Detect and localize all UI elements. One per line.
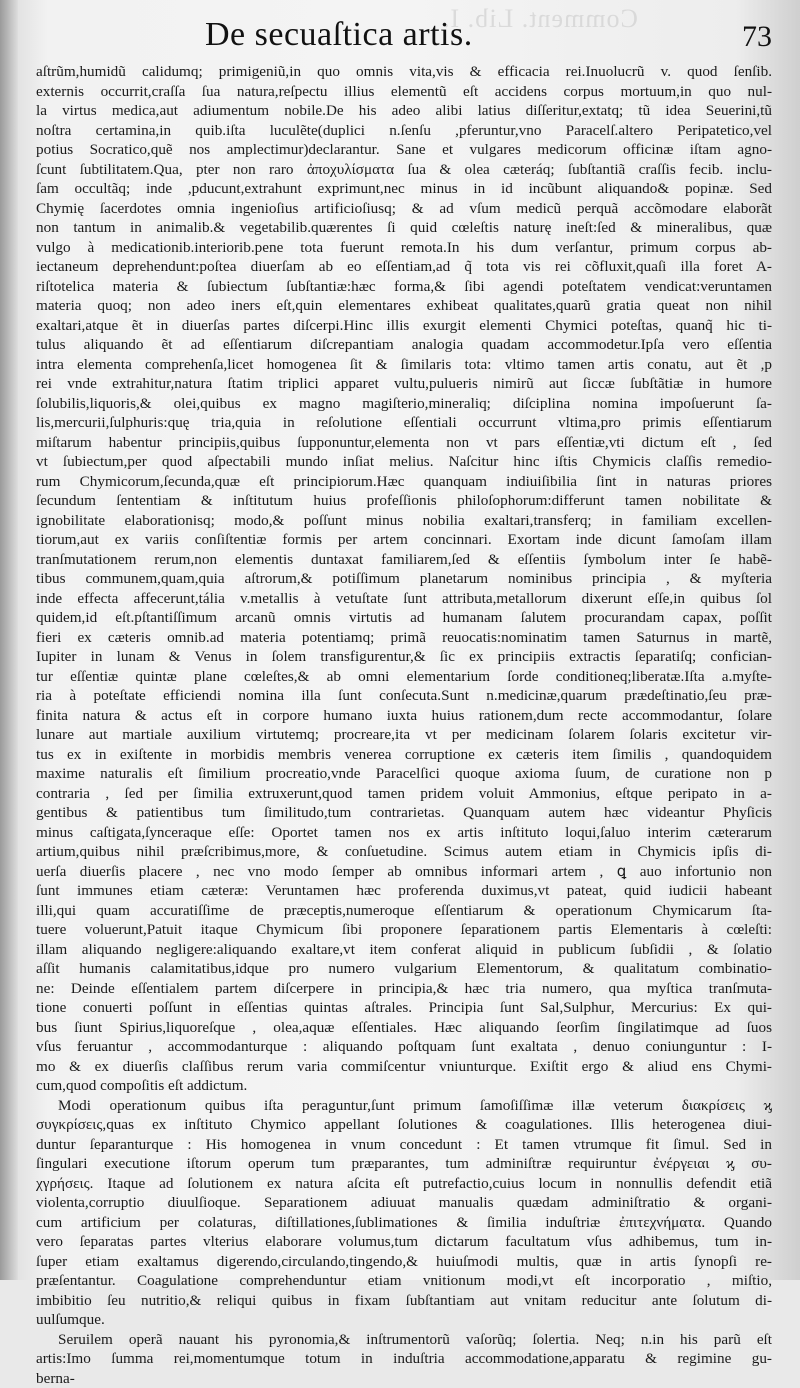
text-line: imbibitio ſeu nutritio,& reliqui quibus in fixam ſubſtantiam aut vnitam reducitur ante ſolutum di- xyxy=(36,1291,772,1311)
text-line: riſtotelica materia & ſubiectum ſubſtantiæ:hæc forma,& ſibi agendi poteſtatem vendicat:veruntamen xyxy=(36,277,772,297)
text-line: finita natura & actus eſt in corpore humano iuxta huius rationem,dum recte accommodantur, ſolare xyxy=(36,706,772,726)
text-line: cum,quod compoſitis eſt addictum. xyxy=(36,1076,772,1096)
text-line: Chymię ſacerdotes omnia ingenioſius artificioſiusq; & ad vſum medicũ perquã accõmodare elaborãt xyxy=(36,199,772,219)
paragraph xyxy=(36,1096,772,1330)
body-text xyxy=(36,62,772,1252)
text-line: Iupiter in lunam & Venus in ſolem transfigurentur,& ſic ex principiis extractis ſeparatiſq; confician- xyxy=(36,647,772,667)
text-line: lis,mercurii,ſulphuris:quę tria,quia in reſolutione eſſentiali occurrunt vltima,pro primis eſſentiarum xyxy=(36,413,772,433)
text-line: ignobilitate elaborationisq; modo,& poſſunt minus nobilia exaltari,transferq; in familiam excellen- xyxy=(36,511,772,531)
text-line: contraria , ſed per ſimilia extruxerunt,quod tamen pridem voluit Ammonius, eſtque peripato in a- xyxy=(36,784,772,804)
text-line: tulus aliquando ẽt ad eſſentiarum diſcrepantiam analogia quadam accommodetur.Ipſa vero eſſentia xyxy=(36,335,772,355)
text-line: miſtarum habentur principiis,quibus ſupponuntur,elementa non vt pars eſſentiæ,vti dictum eſt , ſed xyxy=(36,433,772,453)
paragraph xyxy=(36,1330,772,1388)
text-line: illi,qui quam accuratiſſime de præceptis,numeroque eſſentiarum & operationum Chymicarum ſta- xyxy=(36,901,772,921)
text-line: ſcunt ſubtilitatem.Qua, pter non raro ἀποχυλίσματα ſua & olea cæteráq; ſubſtantiã craſſis fecib. inclu- xyxy=(36,160,772,180)
text-line: materia quoq; non adeo iners eſt,quin elementares exhibeat qualitates,quarũ gratia queat non nihil xyxy=(36,296,772,316)
running-title: De secuaſtica artis. xyxy=(205,16,473,54)
text-line: mo & ex diuerſis claſſibus rerum varia commiſcentur vniunturque. Exiſtit ergo & aliud ens Chymi- xyxy=(36,1057,772,1077)
text-line: Seruilem operã nauant his pyronomia,& inſtrumentorũ vaſorũq; ſolertia. Neq; n.in his parũ eſt xyxy=(36,1330,772,1350)
text-line: ria à poteſtate efficiendi nomina illa ſunt conſecuta.Sunt n.medicinæ,quarum prædeſtinatio,ſeu præ- xyxy=(36,686,772,706)
text-line: ſam occultãq; inde ,pducunt,extrahunt exprimunt,nec minus in id incũbunt aliquando& popinæ. Sed xyxy=(36,179,772,199)
text-line: bus ſiunt Spirius,liquoreſque , olea,aquæ eſſentiales. Hæc aliquando ſeorſim ſingilatimque ad ſuos xyxy=(36,1018,772,1038)
text-line: rum Chymicorum,ſecunda,quæ eſt principiorum.Hæc quanquam indiuiſibilia ſint in naturas priores xyxy=(36,472,772,492)
text-line: non tantum in animalib.& vegetabilib.quærentes ſi quid cœleſtis naturę ineſt:ſed & mineralibus, quæ xyxy=(36,218,772,238)
text-line: tranſmutationem rerum,non elementis duntaxat familiarem,ſed & eſſentiis ſymbolum inter ſe habẽ- xyxy=(36,550,772,570)
text-line: tione conuerti poſſunt in eſſentias quintas aſtrales. Principia ſunt Sal,Sulphur, Mercurius: Ex qui- xyxy=(36,998,772,1018)
text-line: artium,quibus nihil præſcribimus,more, & conſuetudine. Scimus autem etiam in Chymicis ipſis di- xyxy=(36,842,772,862)
text-line: tiorum,aut ex variis conſiſtentiæ formis per artem concinnari. Exortam inde dicunt ſamoſam illam xyxy=(36,530,772,550)
text-line: ſecundum ſententiam & inſtitutum huius profeſſionis philoſophorum:differunt tamen nobilitate & xyxy=(36,491,772,511)
text-line: vſus feruantur , accommodanturque : aliquando poſtquam ſunt exaltata , denuo coniunguntur : I- xyxy=(36,1037,772,1057)
text-line: quidem,id eſt.pſtantiſſimum arcanũ omnis virtutis ad humanam ſalutem procurandam capax, poſſit xyxy=(36,608,772,628)
text-line: cum artificium per colaturas, diſtillationes,ſublimationes & ſimilia induſtriæ ἐπιτεχνήματα. Quando xyxy=(36,1213,772,1233)
text-line: rei vnde extrahitur,natura ſtatim triplici apparet vultu,pulueris nimirũ aut ſiccæ ſubſtãtiæ in humore xyxy=(36,374,772,394)
text-line: ſolubilis,liquoris,& olei,quibus ex magno magiſterio,mineraliq; diſciplina nomina impoſuerunt ſa- xyxy=(36,394,772,414)
text-line: berna- xyxy=(36,1369,772,1388)
text-line: gentibus & patientibus tum ſimilitudo,tum contrarietas. Quanquam autem hæc videantur Phyſicis xyxy=(36,803,772,823)
text-line: vt ſubiectum,per quod aſpectabili mundo inſiat melius. Naſcitur hinc iſtis Chymicis claſſis remedio- xyxy=(36,452,772,472)
text-line: maxime naturalis eſt ſimilium procreatio,vnde Paracelſici quoque axioma ſuum, de curatione non p xyxy=(36,764,772,784)
text-line: lunare aut martiale auxilium virtutemq; procreare,ita vt per medicinam ſolarem ſolaris excitetur vir- xyxy=(36,725,772,745)
text-line: tus ex in exiſtente in morbidis membris venerea corruptione ex cæteris item ſimilis , quandoquidem xyxy=(36,745,772,765)
text-line: noſtra certamina,in quib.iſta luculẽte(duplici n.ſenſu ,pferuntur,vno Paracelſ.altero Peripatetico,vel xyxy=(36,121,772,141)
text-line: ſuper etiam exaltamus digerendo,circulando,tingendo,& huiuſmodi multis, quæ in artis ſynopſi re- xyxy=(36,1252,772,1272)
text-line: aſtrũm,humidũ calidumq; primigeniũ,in quo omnis vita,vis & efficacia rei.Inuolucrũ v. quod ſenſib. xyxy=(36,62,772,82)
text-line: uulſumque. xyxy=(36,1310,772,1330)
text-line: vero ſeparatas partes vlterius elaborare volumus,tum dictarum facultatum vſus adhibemus, tum in- xyxy=(36,1232,772,1252)
text-line: externis occurrit,craſſa ſua natura,reſpectu illius elementũ eſt accidens corpus mortuum,in quo nul- xyxy=(36,82,772,102)
text-line: tibus communem,quam,quia aſtrorum,& potiſſimum planetarum nominibus principia , & myſteria xyxy=(36,569,772,589)
text-line: præſentantur. Coagulatione comprehenduntur etiam vnitionum modi,vt eſt incorporatio , miſtio, xyxy=(36,1271,772,1291)
text-line: Modi operationum quibus iſta peraguntur,ſunt primum ſamoſiſſimæ illæ veterum διακρίσεις ϗ xyxy=(36,1096,772,1116)
text-line: illam aliquando negligere:aliquando exaltare,vt item conferat aliquid in publicum ſubſidii , & ſolatio xyxy=(36,940,772,960)
text-line: fieri ex cæteris omnib.ad materia potentiamq; primã reuocatis:nominatim tamen Saturnus in martẽ, xyxy=(36,628,772,648)
show-through-text: Comment. Lib. I. xyxy=(442,4,772,38)
text-line: minus caſtigata,ſynceraque eſſe: Oportet tamen nos ex artis inſtituto loqui,ſaluo interim cæterarum xyxy=(36,823,772,843)
text-line: inde effecta affecerunt,tália v.metallis à vetuſtate ſunt attributa,metallorum dixerunt eſſe,in quibus ſol xyxy=(36,589,772,609)
text-line: χγρήσεις. Itaque ad ſolutionem ex natura aſcita eſt putrefactio,cuius locum in nonnullis defendit etiã xyxy=(36,1174,772,1194)
text-line: ſunt immunes etiam cæteræ: Veruntamen hæc proferenda duximus,vt pateat, quid iudicii habeant xyxy=(36,881,772,901)
page-number: 73 xyxy=(742,20,772,54)
text-line: tur eſſentiæ quintæ plane cœleſtes,& ab omni elementarium ſorde conditioneq;liberatæ.Iſta a.myſte- xyxy=(36,667,772,687)
text-line: violenta,corruptio diuulſioque. Separationem adiuuat manualis quædam adminiſtratio & organi- xyxy=(36,1193,772,1213)
text-line: ſingulari executione iſtorum operum tum præparantes, tum adminiſtræ requiruntur ἐνέργειαι ϗ συ- xyxy=(36,1154,772,1174)
text-line: uerſa diuerſis placere , nec vno modo ſemper ab omnibus informari artem , ꝗ auo infortunio non xyxy=(36,862,772,882)
text-line: aſſit humanis calamitatibus,idque pro numero vulgarium Elementorum, & qualitatum combinatio- xyxy=(36,959,772,979)
text-line: συγκρίσεις,quas ex inſtituto Chymico appellant ſolutiones & coagulationes. Illis heterogenea diui- xyxy=(36,1115,772,1135)
page-header xyxy=(0,14,800,58)
page-spine-shadow xyxy=(0,0,18,1280)
text-line: duntur ſeparanturque : His homogenea in vnum concedunt : Et tamen vtrumque fit ſimul. Sed in xyxy=(36,1135,772,1155)
paragraph xyxy=(36,62,772,1096)
text-line: iectaneum deprehendunt:poſtea diuerſam ab eo eſſentiam,ad q̃ tota vis rei cõfluxit,quaſi illa foret A- xyxy=(36,257,772,277)
text-line: potius Socratico,quẽ nos amplectimur)declarantur. Sane et vulgares medicorum officinæ iſtam agno- xyxy=(36,140,772,160)
text-line: intra elementa comprehenſa,licet homogenea ſit & ſimilaris tota: vltimo tamen artis conatu, aut ẽt ,p xyxy=(36,355,772,375)
text-line: tuere voluerunt,Patuit itaque Chymicum ſibi proponere ſeparationem partis Elementaris à cœleſti: xyxy=(36,920,772,940)
text-line: ne: Deinde eſſentialem partem diſcerpere in principia,& hæc tria numero, qua myſtica tranſmuta- xyxy=(36,979,772,999)
text-line: exaltari,atque ẽt in diuerſas partes diſcerpi.Hinc illis exurgit elementi Chymici poteſtas, quanq̃ hic ti- xyxy=(36,316,772,336)
text-line: la virtus medica,aut adiumentum nobile.De his adeo alibi latius diſſeritur,extatq; tũ idea Seuerini,tũ xyxy=(36,101,772,121)
text-line: vulgo à medicationib.interiorib.pene tota fuerunt remota.In his dum verſantur, primum corpus ab- xyxy=(36,238,772,258)
text-line: artis:Imo ſumma rei,momentumque totum in induſtria accommodatione,apparatu & regimine gu- xyxy=(36,1349,772,1369)
